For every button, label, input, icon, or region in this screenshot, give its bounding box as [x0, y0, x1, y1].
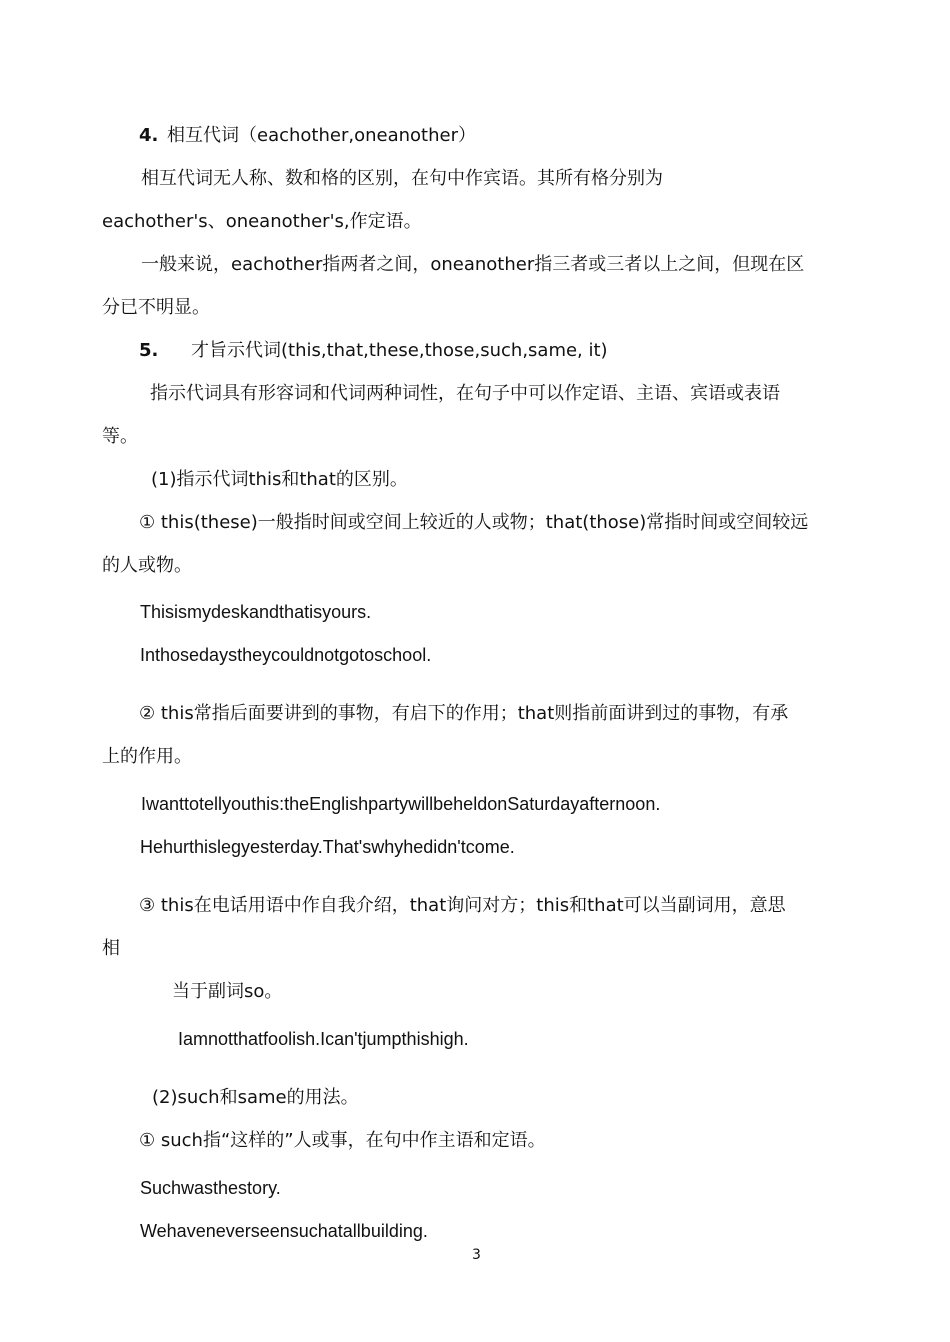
- list-item-line: 上的作用。: [102, 746, 192, 767]
- example-sentence: Iwanttotellyouthis:theEnglishpartywillbeheldonSaturdayafternoon.: [141, 794, 661, 814]
- list-item-line: 当于副词so。: [172, 981, 283, 1002]
- example-sentence: Inthosedaystheycouldnotgotoschool.: [140, 645, 432, 665]
- paragraph-line: eachother's、oneanother's,作定语。: [102, 211, 422, 232]
- list-item-line: 相: [102, 938, 120, 959]
- example-sentence: Thisismydeskandthatisyours.: [140, 602, 372, 622]
- paragraph-line: 相互代词无人称、数和格的区别，在句中作宾语。其所有格分别为: [141, 168, 663, 189]
- section-5-number: 5.: [139, 340, 159, 361]
- list-item-line: ② this常指后面要讲到的事物，有启下的作用；that则指前面讲到过的事物，有承: [139, 703, 789, 724]
- list-item-line: ① this(these)一般指时间或空间上较近的人或物；that(those)常指时间或空间较远: [139, 512, 809, 533]
- page-number: 3: [472, 1247, 481, 1263]
- paragraph-line: 分已不明显。: [102, 297, 210, 318]
- section-5-title: 才旨示代词(this,that,these,those,such,same, it): [191, 340, 608, 361]
- list-item-line: ③ this在电话用语中作自我介绍，that询问对方；this和that可以当副词用，意思: [139, 895, 786, 916]
- list-item-line: 的人或物。: [102, 555, 192, 576]
- example-sentence: Wehaveneverseensuchatallbuilding.: [140, 1221, 428, 1241]
- paragraph-line: 指示代词具有形容词和代词两种词性，在句子中可以作定语、主语、宾语或表语: [150, 383, 780, 404]
- section-4-title: 相互代词（eachother,oneanother）: [167, 125, 476, 146]
- example-sentence: Iamnotthatfoolish.Ican'tjumpthishigh.: [178, 1029, 469, 1049]
- example-sentence: Hehurthislegyesterday.That'swhyhedidn'tcome.: [140, 837, 515, 857]
- example-sentence: Suchwasthestory.: [140, 1178, 281, 1198]
- section-4-number: 4.: [139, 125, 159, 146]
- paragraph-line: 一般来说，eachother指两者之间，oneanother指三者或三者以上之间，但现在区: [141, 254, 805, 275]
- paragraph-line: 等。: [102, 426, 138, 447]
- subsection-heading: (2)such和same的用法。: [152, 1087, 359, 1108]
- subsection-heading: (1)指示代词this和that的区别。: [151, 469, 408, 490]
- list-item-line: ① such指“这样的”人或事，在句中作主语和定语。: [139, 1130, 546, 1151]
